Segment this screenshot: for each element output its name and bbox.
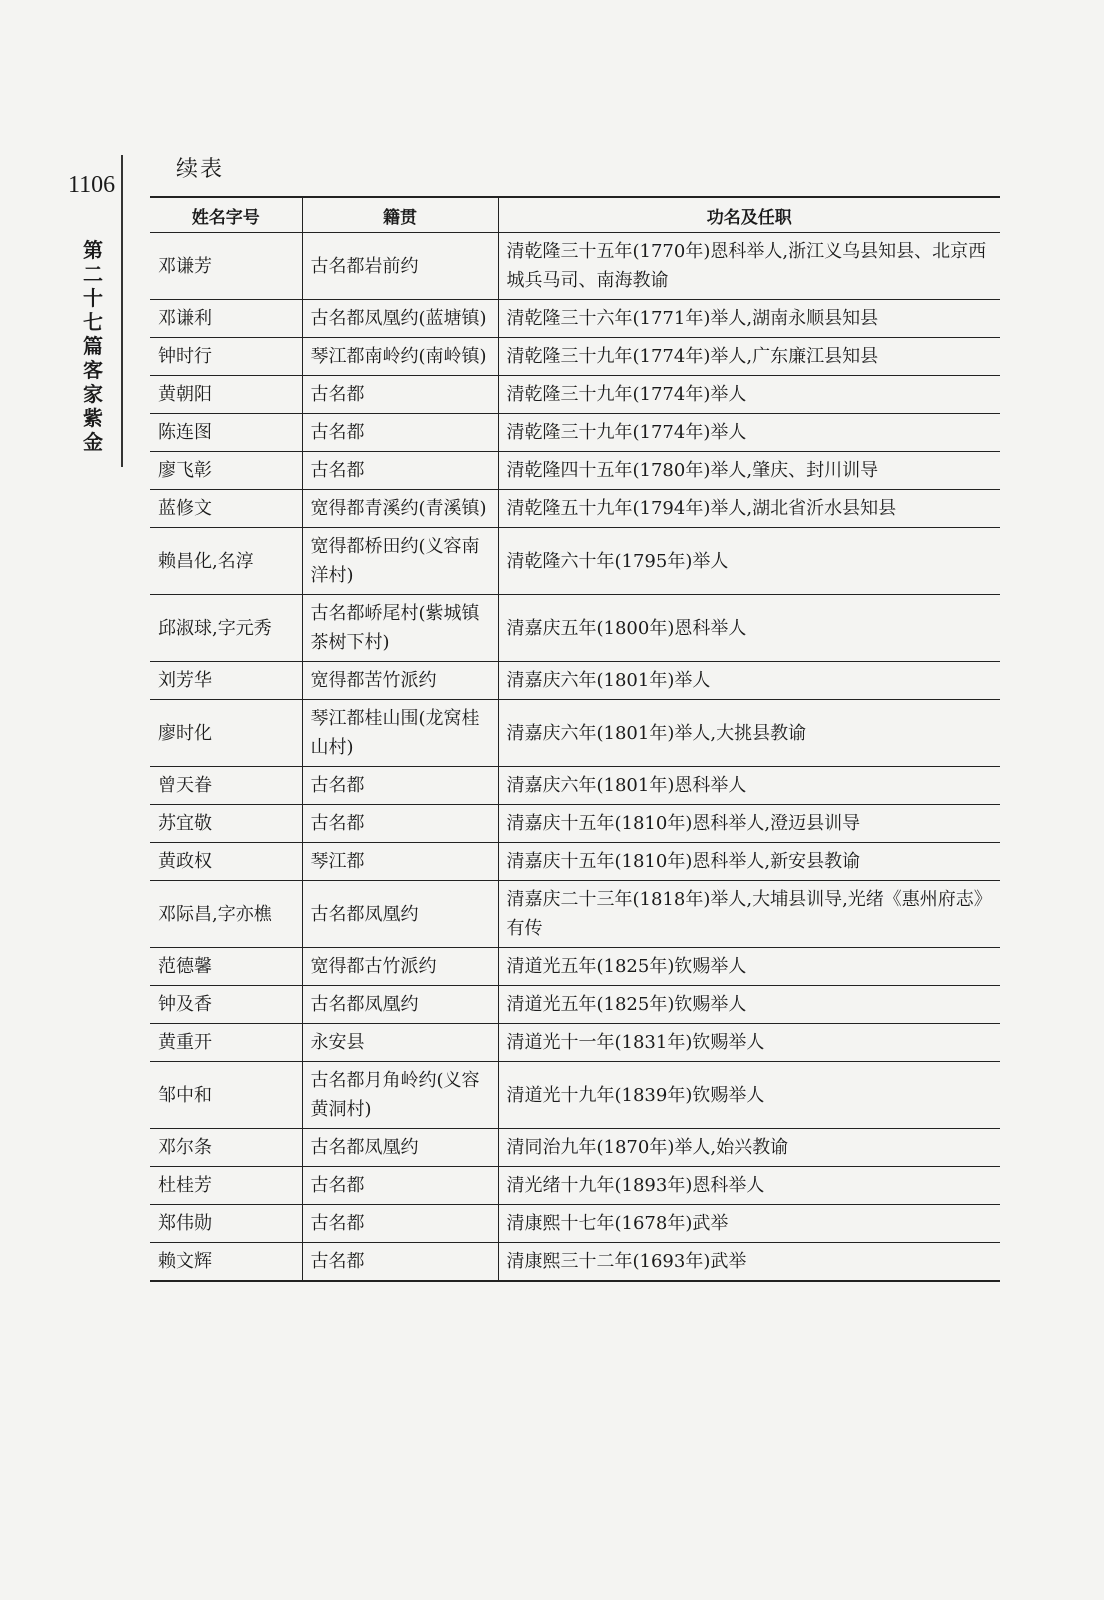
name-cell: 陈连图 [150, 414, 302, 452]
origin-cell: 宽得都苦竹派约 [302, 662, 498, 700]
table-row [150, 595, 1000, 662]
name-cell: 黄政权 [150, 843, 302, 881]
name-cell: 范德馨 [150, 948, 302, 986]
origin-cell: 宽得都桥田约(义容南洋村) [302, 528, 498, 595]
origin-cell: 古名都 [302, 1243, 498, 1282]
career-cell: 清乾隆三十九年(1774年)举人 [498, 376, 1000, 414]
origin-cell: 琴江都南岭约(南岭镇) [302, 338, 498, 376]
name-cell: 邓尔条 [150, 1129, 302, 1167]
name-cell: 邱淑球,字元秀 [150, 595, 302, 662]
career-cell: 清光绪十九年(1893年)恩科举人 [498, 1167, 1000, 1205]
table-row [150, 662, 1000, 700]
table-row [150, 490, 1000, 528]
name-cell: 黄重开 [150, 1024, 302, 1062]
origin-cell: 古名都 [302, 767, 498, 805]
table-row [150, 338, 1000, 376]
origin-cell: 古名都 [302, 805, 498, 843]
table-row [150, 376, 1000, 414]
name-cell: 钟及香 [150, 986, 302, 1024]
name-cell: 赖昌化,名淳 [150, 528, 302, 595]
name-cell: 廖飞彰 [150, 452, 302, 490]
header-row [150, 198, 1000, 233]
margin-rule [121, 155, 123, 467]
table-row [150, 843, 1000, 881]
table-row [150, 414, 1000, 452]
origin-cell: 古名都岩前约 [302, 233, 498, 300]
name-cell: 邓谦芳 [150, 233, 302, 300]
origin-cell: 古名都 [302, 376, 498, 414]
career-cell: 清嘉庆十五年(1810年)恩科举人,新安县教谕 [498, 843, 1000, 881]
career-cell: 清道光五年(1825年)钦赐举人 [498, 986, 1000, 1024]
name-cell: 赖文辉 [150, 1243, 302, 1282]
career-cell: 清道光十一年(1831年)钦赐举人 [498, 1024, 1000, 1062]
name-cell: 廖时化 [150, 700, 302, 767]
origin-cell: 古名都 [302, 452, 498, 490]
career-cell: 清嘉庆五年(1800年)恩科举人 [498, 595, 1000, 662]
header-origin: 籍贯 [302, 198, 498, 233]
table-row [150, 452, 1000, 490]
career-cell: 清康熙十七年(1678年)武举 [498, 1205, 1000, 1243]
career-cell: 清嘉庆二十三年(1818年)举人,大埔县训导,光绪《惠州府志》有传 [498, 881, 1000, 948]
table-row [150, 986, 1000, 1024]
origin-cell: 古名都 [302, 1167, 498, 1205]
name-cell: 邹中和 [150, 1062, 302, 1129]
table-row [150, 948, 1000, 986]
table-row [150, 1167, 1000, 1205]
career-cell: 清康熙三十二年(1693年)武举 [498, 1243, 1000, 1282]
name-cell: 蓝修文 [150, 490, 302, 528]
career-cell: 清嘉庆十五年(1810年)恩科举人,澄迈县训导 [498, 805, 1000, 843]
table-row [150, 233, 1000, 300]
origin-cell: 宽得都古竹派约 [302, 948, 498, 986]
career-cell: 清嘉庆六年(1801年)举人 [498, 662, 1000, 700]
origin-cell: 永安县 [302, 1024, 498, 1062]
table-row [150, 1062, 1000, 1129]
header-name: 姓名字号 [150, 198, 302, 233]
record-table [150, 198, 1000, 1282]
career-cell: 清道光五年(1825年)钦赐举人 [498, 948, 1000, 986]
header-career: 功名及任职 [498, 198, 1000, 233]
table-row [150, 881, 1000, 948]
career-cell: 清乾隆四十五年(1780年)举人,肇庆、封川训导 [498, 452, 1000, 490]
name-cell: 邓谦利 [150, 300, 302, 338]
name-cell: 郑伟勋 [150, 1205, 302, 1243]
table-row [150, 805, 1000, 843]
origin-cell: 古名都凤凰约 [302, 881, 498, 948]
table-row [150, 767, 1000, 805]
name-cell: 苏宜敬 [150, 805, 302, 843]
career-cell: 清乾隆三十六年(1771年)举人,湖南永顺县知县 [498, 300, 1000, 338]
table-row [150, 300, 1000, 338]
origin-cell: 琴江都桂山围(龙窝桂山村) [302, 700, 498, 767]
origin-cell: 古名都峤尾村(紫城镇茶树下村) [302, 595, 498, 662]
table-row [150, 1129, 1000, 1167]
name-cell: 黄朝阳 [150, 376, 302, 414]
career-cell: 清乾隆三十九年(1774年)举人,广东廉江县知县 [498, 338, 1000, 376]
career-cell: 清乾隆五十九年(1794年)举人,湖北省沂水县知县 [498, 490, 1000, 528]
career-cell: 清嘉庆六年(1801年)举人,大挑县教谕 [498, 700, 1000, 767]
career-cell: 清乾隆三十五年(1770年)恩科举人,浙江义乌县知县、北京西城兵马司、南海教谕 [498, 233, 1000, 300]
origin-cell: 古名都 [302, 1205, 498, 1243]
table-row [150, 700, 1000, 767]
career-cell: 清嘉庆六年(1801年)恩科举人 [498, 767, 1000, 805]
name-cell: 邓际昌,字亦樵 [150, 881, 302, 948]
career-cell: 清同治九年(1870年)举人,始兴教谕 [498, 1129, 1000, 1167]
origin-cell: 古名都凤凰约(蓝塘镇) [302, 300, 498, 338]
table-row [150, 528, 1000, 595]
origin-cell: 古名都凤凰约 [302, 986, 498, 1024]
table-row [150, 1024, 1000, 1062]
table-row [150, 1205, 1000, 1243]
origin-cell: 琴江都 [302, 843, 498, 881]
career-cell: 清乾隆三十九年(1774年)举人 [498, 414, 1000, 452]
running-head: 第二十七篇 客家紫金 [83, 238, 103, 454]
name-cell: 曾天眷 [150, 767, 302, 805]
career-cell: 清乾隆六十年(1795年)举人 [498, 528, 1000, 595]
career-cell: 清道光十九年(1839年)钦赐举人 [498, 1062, 1000, 1129]
page-number: 1106 [68, 172, 116, 198]
origin-cell: 古名都 [302, 414, 498, 452]
table-row [150, 1243, 1000, 1282]
name-cell: 杜桂芳 [150, 1167, 302, 1205]
name-cell: 刘芳华 [150, 662, 302, 700]
origin-cell: 古名都月角岭约(义容黄洞村) [302, 1062, 498, 1129]
origin-cell: 宽得都青溪约(青溪镇) [302, 490, 498, 528]
origin-cell: 古名都凤凰约 [302, 1129, 498, 1167]
continued-label: 续表 [176, 157, 225, 182]
name-cell: 钟时行 [150, 338, 302, 376]
